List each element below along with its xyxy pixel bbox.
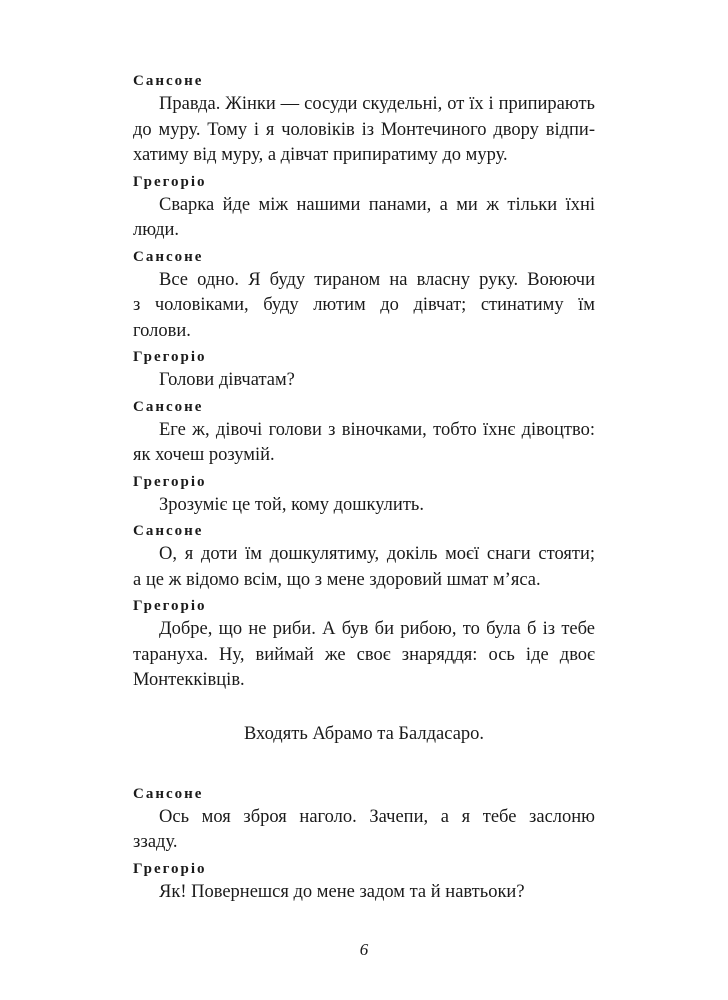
speech-text	[133, 880, 595, 906]
speaker-name: Сансоне	[133, 248, 204, 265]
speech-text	[133, 92, 595, 169]
dialogue-after	[133, 783, 595, 906]
speech-line: Монтекківців.	[133, 670, 245, 690]
speech-line: тарануха. Ну, виймай же своє знаряддя: ось іде двоє	[133, 644, 595, 665]
speech-text	[133, 805, 595, 856]
speech-line: а це ж відомо всім, що з мене здоровий шмат м’яса.	[133, 569, 541, 590]
speech-text	[133, 617, 595, 694]
stage-direction: Входять Абрамо та Балдасаро.	[243, 723, 485, 744]
speech-line: голови.	[133, 320, 191, 341]
speaker-name: Грегоріо	[133, 173, 207, 190]
speech-line: Все одно. Я буду тираном на власну руку. Воюючи	[159, 269, 595, 290]
speech-line: Ось моя зброя наголо. Зачепи, а я тебе заслоню	[159, 806, 595, 827]
speaker-name: Грегоріо	[133, 473, 207, 490]
speaker-name: Сансоне	[133, 785, 204, 802]
speech-line: Голови дівчатам?	[159, 370, 295, 390]
speech-line: Добре, що не риби. А був би рибою, то була б із тебе	[159, 619, 595, 639]
page-number: 6	[359, 940, 369, 959]
speech-line: Еге ж, дівочі голови з віночками, тобто їхнє дівоцтво:	[159, 419, 595, 440]
speech-text	[133, 368, 595, 394]
speech-line: Сварка йде між нашими панами, а ми ж тільки їхні	[159, 194, 595, 215]
speech-text	[133, 193, 595, 244]
speaker-name: Сансоне	[133, 73, 204, 89]
speech-text	[133, 542, 595, 593]
dialogue-before	[133, 70, 595, 694]
speech-line: Правда. Жінки — сосуди скудельні, от їх і припирають	[159, 94, 595, 114]
speaker-name: Грегоріо	[133, 349, 207, 365]
page-body	[133, 70, 595, 907]
speaker-name: Грегоріо	[133, 860, 207, 877]
speech-line: до муру. Тому і я чоловіків із Монтечиного двору відпи-	[133, 119, 595, 140]
speech-line: люди.	[133, 220, 180, 240]
speech-text	[133, 268, 595, 345]
speaker-name: Грегоріо	[133, 598, 207, 614]
speech-line: з чоловіками, буду лютим до дівчат; стинатиму їм	[133, 295, 595, 315]
speech-line: Зрозуміє це той, кому дошкулить.	[159, 494, 424, 515]
speech-text	[133, 493, 595, 519]
speech-text	[133, 418, 595, 469]
speech-line: Як! Повернешся до мене задом та й навтьоки?	[159, 881, 525, 902]
speaker-name: Сансоне	[133, 523, 204, 539]
speaker-name: Сансоне	[133, 398, 204, 415]
speech-line: хатиму від муру, а дівчат припиратиму до муру.	[133, 145, 508, 165]
speech-line: як хочеш розумій.	[133, 445, 275, 465]
speech-line: О, я доти їм дошкулятиму, докіль моєї снаги стояти;	[159, 544, 595, 564]
speech-line: ззаду.	[133, 832, 178, 852]
